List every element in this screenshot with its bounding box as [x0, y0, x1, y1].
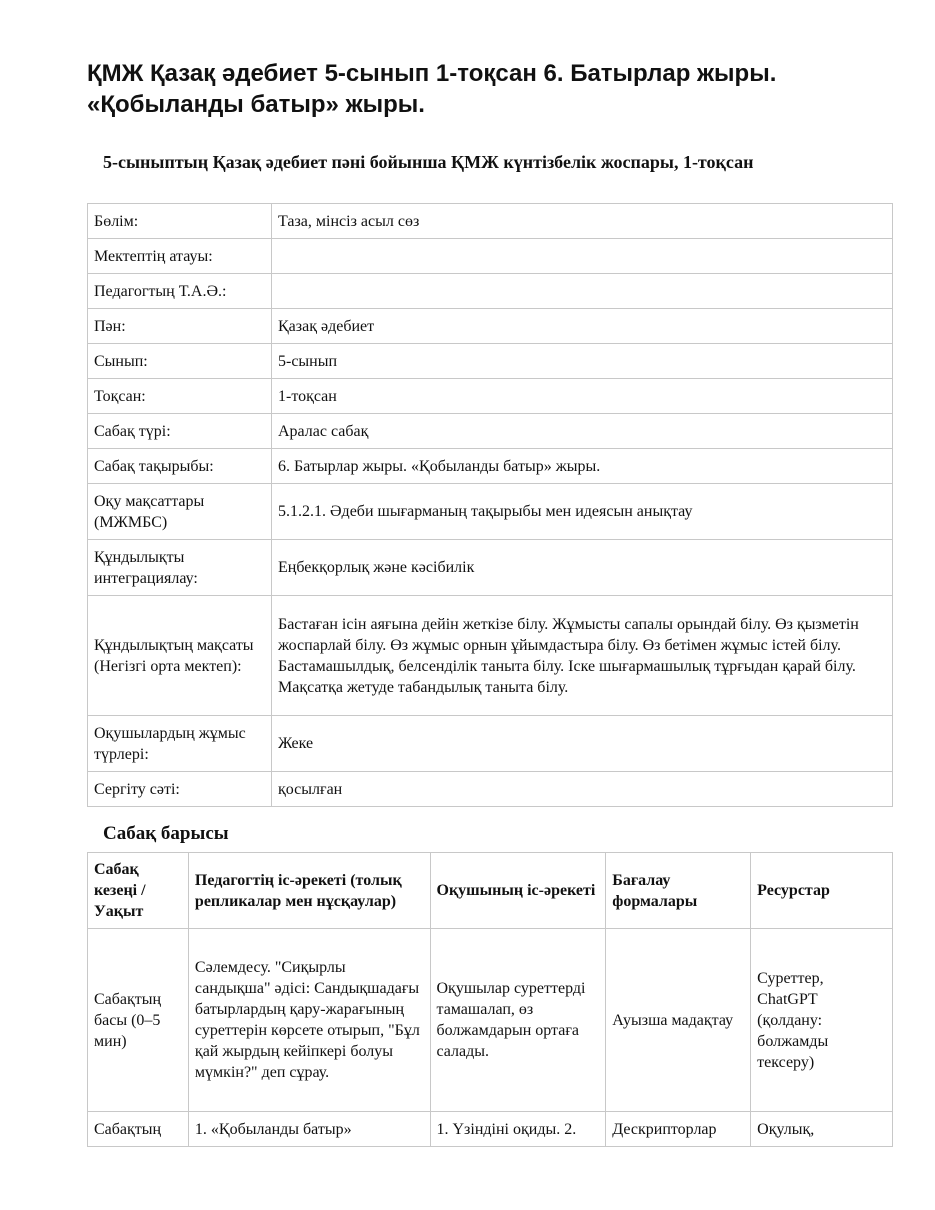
info-row: [88, 344, 893, 379]
info-value: Аралас сабақ: [272, 414, 893, 449]
info-value: Қазақ әдебиет: [272, 309, 893, 344]
info-label: Оқу мақсаттары (МЖМБС): [88, 484, 272, 540]
info-value: қосылған: [272, 772, 893, 807]
lesson-info-table: [87, 203, 893, 807]
lesson-row: [88, 1112, 893, 1147]
info-row: [88, 414, 893, 449]
header-resources: Ресурстар: [751, 853, 893, 929]
info-value: Бастаған ісін аяғына дейін жеткізе білу. Жұмысты сапалы орындай білу. Өз қызметін жоспарлай білу. Өз жұмыс орнын ұйымдастыра білу. Өз бетімен жұмыс істей білу. Бастамашылдық, белсенділік таныта білу. Іске шығармашылық тұрғыдан қарай білу. Мақсатқа жетуде табандылық таныта білу.: [272, 596, 893, 716]
lesson-table-header-row: [88, 853, 893, 929]
cell-student-activity: Оқушылар суреттерді тамашалап, өз болжамдарын ортаға салады.: [430, 929, 606, 1112]
cell-resources: Оқулық,: [751, 1112, 893, 1147]
info-label: Мектептің атауы:: [88, 239, 272, 274]
info-row: [88, 596, 893, 716]
info-label: Тоқсан:: [88, 379, 272, 414]
info-row: [88, 379, 893, 414]
cell-teacher-activity: 1. «Қобыланды батыр»: [188, 1112, 430, 1147]
info-row: [88, 239, 893, 274]
info-label: Құндылықты интеграциялау:: [88, 540, 272, 596]
info-row: [88, 716, 893, 772]
info-value: 1-тоқсан: [272, 379, 893, 414]
cell-teacher-activity: Сәлемдесу. "Сиқырлы сандықша" әдісі: Сандықшадағы батырлардың қару-жарағының суреттерін көрсете отырып, "Бұл қай жырдың кейіпкері болуы мүмкін?" деп сұрау.: [188, 929, 430, 1112]
info-row: [88, 484, 893, 540]
info-value: Еңбекқорлық және кәсібилік: [272, 540, 893, 596]
lesson-flow-table: [87, 852, 893, 1147]
info-value: 6. Батырлар жыры. «Қобыланды батыр» жыры.: [272, 449, 893, 484]
info-row: [88, 274, 893, 309]
info-row: [88, 204, 893, 239]
lesson-row: [88, 929, 893, 1112]
info-value: [272, 274, 893, 309]
info-label: Педагогтың Т.А.Ә.:: [88, 274, 272, 309]
info-label: Сабақ тақырыбы:: [88, 449, 272, 484]
info-value: Жеке: [272, 716, 893, 772]
section-title-lesson-flow: Сабақ барысы: [103, 823, 229, 844]
info-label: Оқушылардың жұмыс түрлері:: [88, 716, 272, 772]
info-row: [88, 772, 893, 807]
header-student-activity: Оқушының іс-әрекеті: [430, 853, 606, 929]
cell-assessment: Дескрипторлар: [606, 1112, 751, 1147]
header-teacher-activity: Педагогтің іс-әрекеті (толық репликалар мен нұсқаулар): [188, 853, 430, 929]
cell-stage-time: Сабақтың: [88, 1112, 189, 1147]
info-label: Сергіту сәті:: [88, 772, 272, 807]
info-value: Таза, мінсіз асыл сөз: [272, 204, 893, 239]
info-value: [272, 239, 893, 274]
info-value: 5-сынып: [272, 344, 893, 379]
cell-stage-time: Сабақтың басы (0–5 мин): [88, 929, 189, 1112]
plan-subtitle: 5-сыныптың Қазақ әдебиет пәні бойынша ҚМЖ күнтізбелік жоспары, 1-тоқсан: [103, 152, 754, 172]
info-row: [88, 540, 893, 596]
cell-student-activity: 1. Үзіндіні оқиды. 2.: [430, 1112, 606, 1147]
info-row: [88, 449, 893, 484]
header-assessment: Бағалау формалары: [606, 853, 751, 929]
info-row: [88, 309, 893, 344]
info-label: Бөлім:: [88, 204, 272, 239]
info-label: Сабақ түрі:: [88, 414, 272, 449]
document-title: ҚМЖ Қазақ әдебиет 5-сынып 1-тоқсан 6. Батырлар жыры. «Қобыланды батыр» жыры.: [87, 60, 777, 118]
info-value: 5.1.2.1. Әдеби шығарманың тақырыбы мен идеясын анықтау: [272, 484, 893, 540]
cell-resources: Суреттер, ChatGPT (қолдану: болжамды тексеру): [751, 929, 893, 1112]
info-label: Пән:: [88, 309, 272, 344]
cell-assessment: Ауызша мадақтау: [606, 929, 751, 1112]
info-label: Құндылықтың мақсаты (Негізгі орта мектеп):: [88, 596, 272, 716]
info-label: Сынып:: [88, 344, 272, 379]
header-stage-time: Сабақ кезеңі / Уақыт: [88, 853, 189, 929]
